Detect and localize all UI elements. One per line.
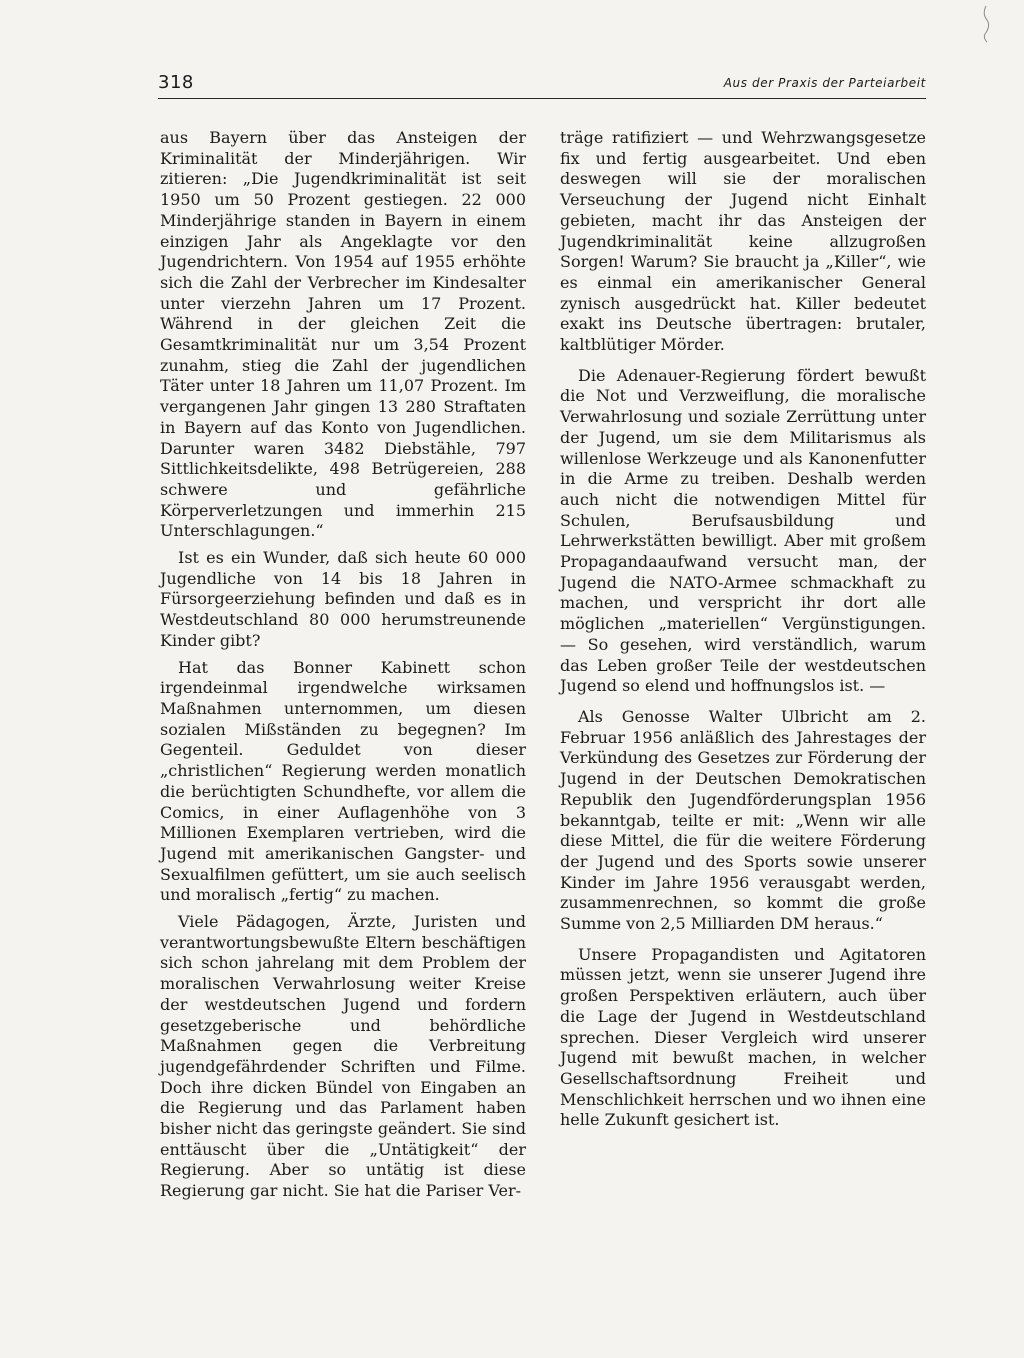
paragraph: Unsere Propagandisten und Agitatoren müssen jetzt, wenn sie unserer Jugend ihre großen Perspektiven erläutern, auch über die Lage der Jugend in Westdeutschland sprechen. Dieser Vergleich wird unserer Jugend mit bewußt machen, in welcher Gesellschaftsordnung Freiheit und Menschlichkeit herrschen und wo ihnen eine helle Zukunft gesichert ist. <box>560 944 926 1130</box>
paragraph: Als Genosse Walter Ulbricht am 2. Februar 1956 anläßlich des Jahrestages der Verkündung des Gesetzes zur Förderung der Jugend in der Deutschen Demokratischen Republik den Jugendförderungsplan 1956 bekanntgab, teilte er mit: „Wenn wir alle diese Mittel, die für die weitere Förderung der Jugend und des Sports sowie unserer Kinder im Jahre 1956 verausgabt werden, zusammenrechnen, so kommt die große Summe von 2,5 Milliarden DM heraus.“ <box>560 706 926 934</box>
left-column <box>160 128 526 1202</box>
right-column <box>560 128 926 1131</box>
paragraph: Die Adenauer-Regierung fördert bewußt die Not und Verzweiflung, die moralische Verwahrlosung und soziale Zerrüttung unter der Jugend, um sie dem Militarismus als willenlose Werkzeuge und als Kanonenfutter in die Arme zu treiben. Deshalb werden auch nicht die notwendigen Mittel für Schulen, Berufsausbildung und Lehrwerkstätten bewilligt. Aber mit großem Propagandaaufwand versucht man, der Jugend die NATO-Armee schmackhaft zu machen, und verspricht ihr dort alle möglichen „materiellen“ Vergünstigungen. — So gesehen, wird verständlich, warum das Leben großer Teile der westdeutschen Jugend so elend und hoffnungslos ist. — <box>560 365 926 696</box>
paragraph: träge ratifiziert — und Wehrzwangsgesetze fix und fertig ausgearbeitet. Und eben deswegen will sie der moralischen Verseuchung der Jugend nicht Einhalt gebieten, macht ihr das Ansteigen der Jugendkriminalität keine allzugroßen Sorgen! Warum? Sie braucht ja „Killer“, wie es einmal ein amerikanischer General zynisch ausgedrückt hat. Killer bedeutet exakt ins Deutsche übertragen: brutaler, kaltblütiger Mörder. <box>560 128 926 355</box>
paragraph: Hat das Bonner Kabinett schon irgendeinmal irgendwelche wirksamen Maßnahmen unternommen, um diesen sozialen Mißständen zu begegnen? Im Gegenteil. Geduldet von dieser „christlichen“ Regierung werden monatlich die berüchtigten Schundhefte, vor allem die Comics, in einer Auflagenhöhe von 3 Millionen Exemplaren vertrieben, wird die Jugend mit amerikanischen Gangster- und Sexualfilmen gefüttert, um sie auch seelisch und moralisch „fertig“ zu machen. <box>160 657 526 905</box>
page-header <box>158 70 926 99</box>
paragraph: Ist es ein Wunder, daß sich heute 60 000 Jugendliche von 14 bis 18 Jahren in Fürsorgeerziehung befinden und daß es in Westdeutschland 80 000 herumstreunende Kinder gibt? <box>160 548 526 650</box>
page-number: 318 <box>158 72 194 93</box>
pencil-mark-icon <box>978 4 994 44</box>
paragraph: Viele Pädagogen, Ärzte, Juristen und verantwortungsbewußte Eltern beschäftigen sich schon jahrelang mit dem Problem der moralischen Verwahrlosung weiter Kreise der westdeutschen Jugend und fordern gesetzgeberische und behördliche Maßnahmen gegen die Verbreitung jugendgefährdender Schriften und Filme. Doch ihre dicken Bündel von Eingaben an die Regierung und das Parlament haben bisher nicht das geringste geändert. Sie sind enttäuscht über die „Untätigkeit“ der Regierung. Aber so untätig ist diese Regierung gar nicht. Sie hat die Pariser Ver- <box>160 912 526 1201</box>
running-head: Aus der Praxis der Parteiarbeit <box>723 76 926 90</box>
paragraph: aus Bayern über das Ansteigen der Kriminalität der Minderjährigen. Wir zitieren: „Die Jugendkriminalität ist seit 1950 um 50 Prozent gestiegen. 22 000 Minderjährige standen in Bayern in einem einzigen Jahr als Angeklagte vor den Jugendrichtern. Von 1954 auf 1955 erhöhte sich die Zahl der Verbrecher im Kindesalter unter vierzehn Jahren um 17 Prozent. Während in der gleichen Zeit die Gesamtkriminalität nur um 3,54 Prozent zunahm, stieg die Zahl der jugendlichen Täter unter 18 Jahren um 11,07 Prozent. Im vergangenen Jahr gingen 13 280 Straftaten in Bayern auf das Konto von Jugendlichen. Darunter waren 3482 Diebstähle, 797 Sittlichkeitsdelikte, 498 Betrügereien, 288 schwere und gefährliche Körperverletzungen und immerhin 215 Unterschlagungen.“ <box>160 128 526 541</box>
